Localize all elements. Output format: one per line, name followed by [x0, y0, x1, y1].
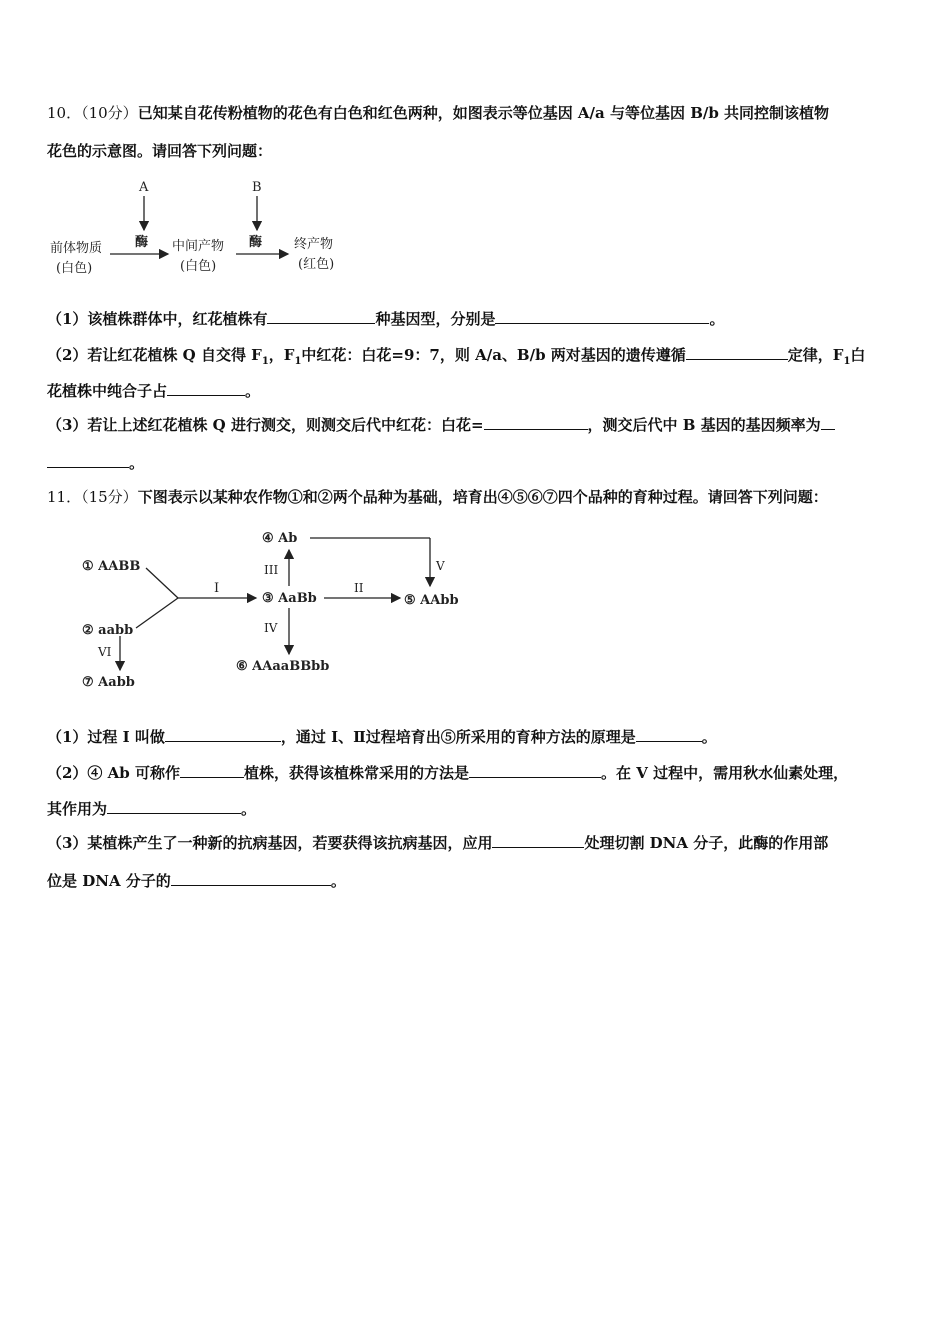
- q10-p1-text-a: （1）该植株群体中，红花植株有: [47, 310, 268, 328]
- q10-gene-a-label: A: [139, 180, 149, 195]
- q10-score: （10分）: [81, 104, 138, 122]
- q10-pathway-diagram: [48, 178, 348, 278]
- q10-intermediate-label: 中间产物: [172, 239, 225, 254]
- q10-p1-text-c: 。: [709, 310, 725, 328]
- q11-part2-line2: [47, 798, 256, 819]
- q11-node5: ⑤ AAbb: [404, 593, 459, 608]
- q11-p1-text-a: （1）过程 I 叫做: [47, 728, 165, 746]
- q11-number: 11．: [47, 488, 82, 506]
- q10-p2-blank2[interactable]: [167, 381, 245, 396]
- q11-node4: ④ Ab: [262, 531, 298, 546]
- q10-p3-blank2-cont[interactable]: [47, 453, 129, 468]
- q11-merge-line-upper: [146, 568, 178, 598]
- q10-enzyme2-label: 酶: [249, 235, 263, 250]
- q10-precursor-label: 前体物质: [50, 241, 103, 256]
- q11-p2-line2-text: 其作用为: [47, 800, 108, 818]
- q11-breeding-diagram: [78, 524, 478, 696]
- q10-final-label: 终产物: [294, 237, 334, 252]
- q10-final-color: (红色): [298, 257, 335, 272]
- q10-p1-blank2[interactable]: [495, 309, 709, 324]
- q10-enzyme1-label: 酶: [135, 235, 149, 250]
- q10-p3-blank1[interactable]: [484, 415, 588, 430]
- q11-step2-label: II: [354, 581, 364, 595]
- q10-p2-text-d: 定律，F: [787, 346, 844, 364]
- q11-part1: [47, 726, 717, 747]
- q11-node6: ⑥ AAaaBBbb: [236, 659, 330, 674]
- q10-p3-blank2-start[interactable]: [821, 415, 835, 430]
- q10-p3-text-a: （3）若让上述红花植株 Q 进行测交，则测交后代中红花：白花=: [47, 416, 484, 434]
- q10-precursor-color: (白色): [56, 261, 93, 276]
- q11-p2-blank2[interactable]: [469, 763, 601, 778]
- q10-intermediate-color: (白色): [180, 259, 217, 274]
- q11-step1-label: I: [214, 581, 220, 596]
- q11-stem-text: 下图表示以某种农作物①和②两个品种为基础，培育出④⑤⑥⑦四个品种的育种过程。请回答下列问题：: [137, 488, 828, 506]
- q11-p2-text-b: 植株，获得该植株常采用的方法是: [244, 764, 470, 782]
- q11-node2: ② aabb: [82, 623, 134, 638]
- q10-part2-line1: [47, 344, 865, 367]
- q10-p1-text-b: 种基因型，分别是: [375, 310, 496, 328]
- q10-p2-text-e: 白: [850, 346, 866, 364]
- q10-p2-sub2: 1: [294, 356, 302, 367]
- q11-p2-text-c: 。在 V 过程中，需用秋水仙素处理，: [601, 764, 849, 782]
- q11-p1-blank1[interactable]: [165, 727, 281, 742]
- q11-step6-label: VI: [98, 645, 112, 659]
- q11-part2-line1: [47, 762, 848, 783]
- q11-merge-line-lower: [136, 598, 178, 628]
- q11-p1-text-c: 。: [701, 728, 717, 746]
- q10-p2-text-c: 中红花：白花=9：7，则 A/a、B/b 两对基因的遗传遵循: [301, 346, 686, 364]
- q10-p2-line2-text: 花植株中纯合子占: [47, 382, 168, 400]
- q11-stem: [47, 486, 828, 507]
- q11-p1-blank2[interactable]: [636, 727, 702, 742]
- q11-p3-text-a: （3）某植株产生了一种新的抗病基因，若要获得该抗病基因，应用: [47, 834, 493, 852]
- q11-p3-text-b: 处理切割 DNA 分子，此酶的作用部: [584, 834, 829, 852]
- q10-part3-line1: [47, 414, 835, 435]
- q11-p3-blank1[interactable]: [492, 833, 584, 848]
- q10-stem-text: 已知某自花传粉植物的花色有白色和红色两种，如图表示等位基因 A/a 与等位基因 B/b 共同控制该植物: [137, 104, 830, 122]
- q10-p1-blank1[interactable]: [267, 309, 375, 324]
- q11-p2-blank3[interactable]: [107, 799, 241, 814]
- q11-p2-line2-end: 。: [241, 800, 257, 818]
- q10-p2-blank1[interactable]: [686, 345, 788, 360]
- q11-node1: ① AABB: [82, 559, 141, 574]
- q10-part1: [47, 308, 724, 329]
- q11-step3-label: III: [264, 563, 279, 577]
- q10-p2-text-b: ，F: [268, 346, 295, 364]
- q10-part3-line2: [47, 452, 144, 473]
- q11-score: （15分）: [81, 488, 138, 506]
- q11-p3-line2-text: 位是 DNA 分子的: [47, 872, 171, 890]
- q11-p3-line2-end: 。: [330, 872, 346, 890]
- q11-p3-blank2[interactable]: [171, 871, 331, 886]
- q10-stem-line1: [47, 102, 829, 123]
- q11-p1-text-b: ，通过 I、Ⅱ过程培育出⑤所采用的育种方法的原理是: [280, 728, 636, 746]
- q10-gene-b-label: B: [252, 180, 262, 195]
- q11-node3: ③ AaBb: [262, 591, 317, 606]
- q11-step5-label: V: [436, 559, 445, 573]
- q10-p2-line2-end: 。: [245, 382, 261, 400]
- q10-p2-sub1: 1: [261, 356, 269, 367]
- q11-part3-line1: [47, 832, 828, 853]
- q11-p2-blank1[interactable]: [180, 763, 244, 778]
- q11-p2-text-a: （2）④ Ab 可称作: [47, 764, 181, 782]
- q11-node7: ⑦ Aabb: [82, 675, 135, 690]
- q10-part2-line2: [47, 380, 260, 401]
- q10-p3-text-b: ，测交后代中 B 基因的基因频率为: [587, 416, 821, 434]
- q10-number: 10．: [47, 104, 82, 122]
- q10-stem-line2: 花色的示意图。请回答下列问题：: [47, 142, 273, 160]
- q10-p2-sub3: 1: [843, 356, 851, 367]
- q10-p2-text-a: （2）若让红花植株 Q 自交得 F: [47, 346, 262, 364]
- q10-p3-line2-end: 。: [129, 454, 145, 472]
- q11-step4-label: IV: [264, 621, 278, 635]
- q11-part3-line2: [47, 870, 346, 891]
